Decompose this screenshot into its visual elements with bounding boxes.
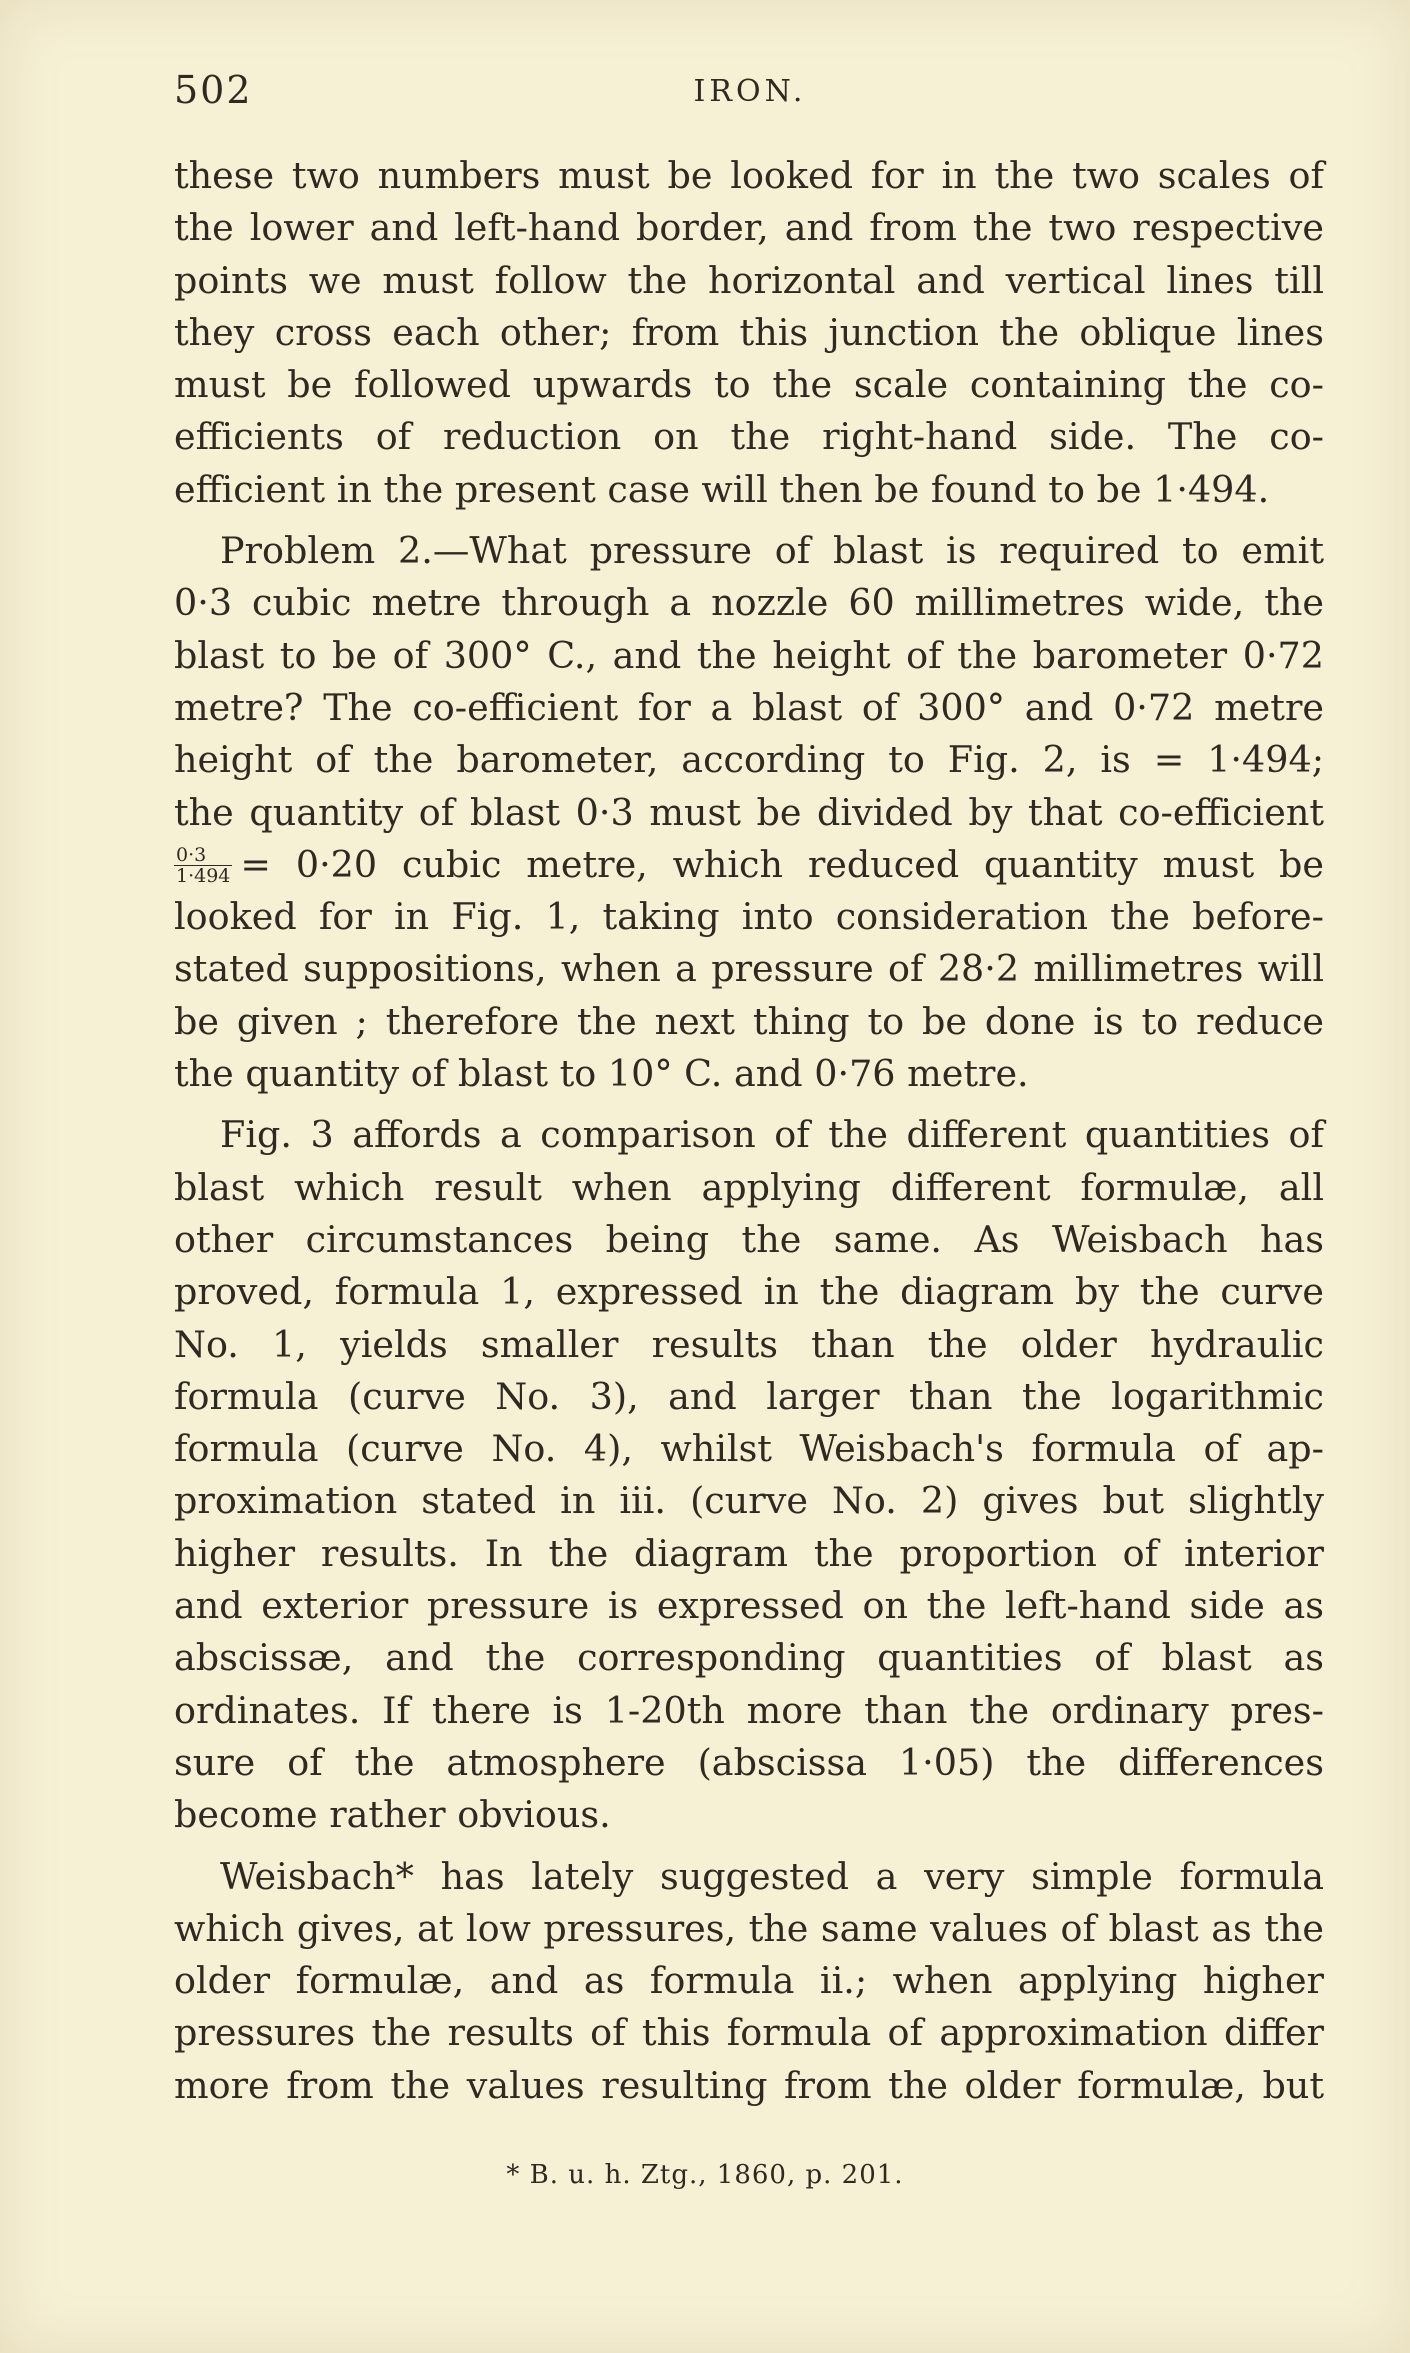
text-line: more from the values resulting from the older formulæ, but	[174, 2063, 1324, 2107]
text-line: be given ; therefore the next thing to be done is to reduce	[174, 999, 1324, 1043]
text-line: 0·3 cubic metre through a nozzle 60 millimetres wide, the	[174, 581, 1324, 625]
text-line: older formulæ, and as formula ii.; when applying higher	[174, 1959, 1324, 2003]
text-line: and exterior pressure is expressed on the left-hand side as	[174, 1584, 1324, 1628]
text-line: these two numbers must be looked for in the two scales of	[174, 154, 1324, 197]
footnote: * B. u. h. Ztg., 1860, p. 201.	[506, 2160, 904, 2190]
text-line: ordinates. If there is 1-20th more than the ordinary pres-	[174, 1688, 1324, 1732]
fraction-denominator: 1·494	[176, 864, 231, 887]
text-line: which gives, at low pressures, the same values of blast as the	[174, 1906, 1324, 1950]
text-line: sure of the atmosphere (abscissa 1·05) the differences	[174, 1740, 1324, 1784]
text-line: Problem 2.—What pressure of blast is required to emit	[220, 529, 1324, 573]
text-line: efficients of reduction on the right-hand side. The co-	[174, 415, 1324, 459]
text-line: abscissæ, and the corresponding quantities of blast as	[174, 1636, 1324, 1680]
text-line: higher results. In the diagram the proportion of interior	[174, 1531, 1324, 1575]
text-line: pressures the results of this formula of approximation differ	[174, 2011, 1324, 2055]
text-line: No. 1, yields smaller results than the older hydraulic	[174, 1322, 1324, 1366]
text-line: must be followed upwards to the scale containing the co-	[174, 363, 1324, 407]
page-number: 502	[174, 68, 253, 112]
text-line: stated suppositions, when a pressure of 28·2 millimetres will	[174, 947, 1324, 991]
text-line: formula (curve No. 3), and larger than the logarithmic	[174, 1374, 1324, 1418]
text-line: other circumstances being the same. As Weisbach has	[174, 1217, 1324, 1261]
text-line: metre? The co-efficient for a blast of 300° and 0·72 metre	[174, 685, 1324, 729]
fraction	[174, 845, 232, 886]
text-line: become rather obvious.	[174, 1793, 611, 1837]
text-line: the lower and left-hand border, and from the two respective	[174, 206, 1324, 250]
text-line: points we must follow the horizontal and vertical lines till	[174, 258, 1324, 302]
text-line: Weisbach* has lately suggested a very simple formula	[220, 1854, 1324, 1898]
text-line: the quantity of blast to 10° C. and 0·76 metre.	[174, 1052, 1029, 1096]
text-line: blast to be of 300° C., and the height of the barometer 0·72	[174, 633, 1324, 677]
page-header	[170, 68, 1330, 118]
text-line: they cross each other; from this junction the oblique lines	[174, 310, 1324, 354]
running-title: IRON.	[693, 74, 807, 109]
text-line: looked for in Fig. 1, taking into consideration the before-	[174, 895, 1324, 939]
text-line: efficient in the present case will then be found to be 1·494.	[174, 467, 1270, 511]
text-line: blast which result when applying different formulæ, all	[174, 1165, 1324, 1209]
text-line: proximation stated in iii. (curve No. 2) gives but slightly	[174, 1479, 1324, 1523]
text-line: = 0·20 cubic metre, which reduced quantity must be	[240, 842, 1324, 886]
fraction-numerator: 0·3	[174, 845, 232, 866]
text-line: formula (curve No. 4), whilst Weisbach's formula of ap-	[174, 1427, 1324, 1471]
text-line: height of the barometer, according to Fig. 2, is = 1·494;	[174, 738, 1324, 782]
text-line: proved, formula 1, expressed in the diagram by the curve	[174, 1270, 1324, 1314]
text-line: the quantity of blast 0·3 must be divided by that co-efficient	[174, 790, 1324, 834]
text-line-with-fraction	[174, 839, 1324, 891]
body-text	[174, 150, 1324, 2112]
text-line: Fig. 3 affords a comparison of the different quantities of	[220, 1113, 1324, 1157]
